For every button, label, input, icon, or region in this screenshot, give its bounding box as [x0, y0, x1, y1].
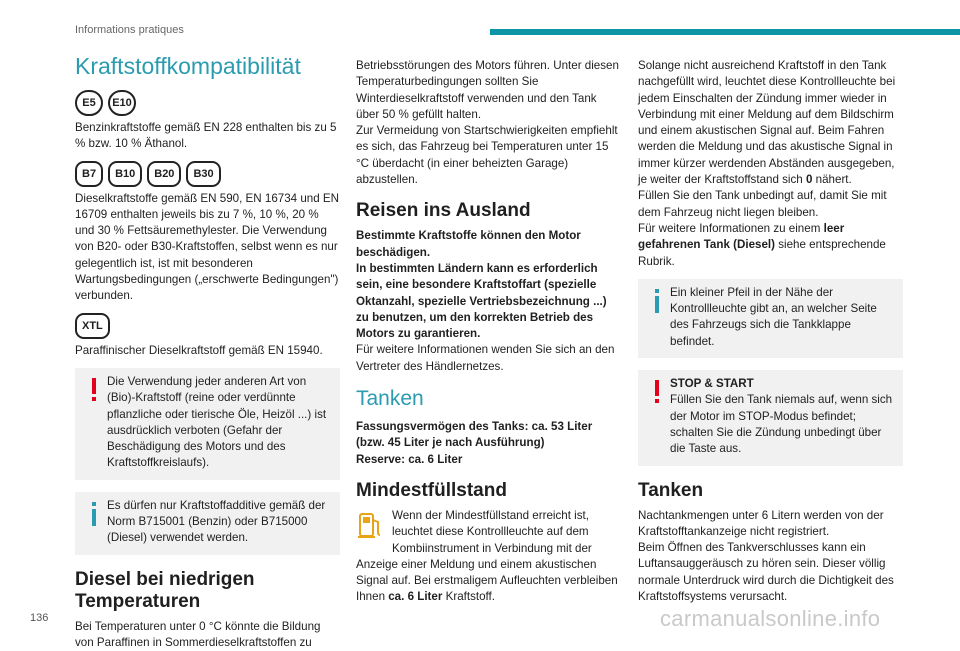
tanken-title: Tanken	[356, 387, 424, 411]
xtl-text: Paraffinischer Dieselkraftstoff gemäß EN 15940.	[75, 343, 323, 357]
fuel-badge-b7: B7	[75, 161, 103, 187]
info-note-arrow	[638, 279, 903, 358]
fuel-badge-b10: B10	[108, 161, 142, 187]
page-number: 136	[30, 612, 49, 624]
fuel-badge-e5: E5	[75, 90, 103, 116]
info-note	[75, 492, 340, 555]
tanken-subtitle: Tanken	[638, 479, 704, 501]
watermark: carmanualsonline.info	[660, 606, 881, 631]
abroad-title: Reisen ins Ausland	[356, 200, 531, 222]
tank-capacity: Fassungsvermögen des Tanks: ca. 53 Liter (bzw. 45 Liter je nach Ausführung) Reserve: ca. 6 Liter	[356, 420, 593, 466]
section-header: Informations pratiques	[75, 24, 184, 36]
stop-start-warning	[638, 370, 903, 465]
page-title: Kraftstoffkompatibilität	[75, 53, 301, 79]
warning-note-text: Die Verwendung jeder anderen Art von (Bio)-Kraftstoff (reine oder verdünnte pflanzliche oder tierische Öle, Heizöl ...) ist ausdrücklich verboten (Gefahr der Beschädigung des Motors und des Kraftstoffkreislaufs).	[107, 374, 327, 470]
xtl-badges	[75, 313, 340, 339]
lamp-text-2: Füllen Sie den Tank unbedingt auf, damit Sie mit dem Fahrzeug nicht liegen bleiben.	[638, 189, 887, 219]
info-icon	[650, 287, 664, 315]
abroad-bold-text: Bestimmte Kraftstoffe können den Motor beschädigen. In bestimmten Ländern kann es erforderlich sein, eine besondere Kraftstoffart (spezielle Oktanzahl, spezielle Vertriebsbezeichnung ...) zu benutzen, um den korrekten Betrieb des Motors zu garantieren.	[356, 229, 607, 341]
diesel-cold-text: Bei Temperaturen unter 0 °C könnte die Bildung von Paraffinen in Sommerdieselkraftstoffen zu	[75, 619, 321, 649]
fuel-badge-b30: B30	[186, 161, 220, 187]
info-note-arrow-text: Ein kleiner Pfeil in der Nähe der Kontrollleuchte gibt an, an welcher Seite des Fahrzeugs sich die Tankklappe befindet.	[670, 285, 877, 348]
tanken-text: Nachtankmengen unter 6 Litern werden von der Kraftstofftankanzeige nicht registriert. Beim Öffnen des Tankverschlusses kann ein Luftansauggeräusch zu hören sein. Dieser völlig normale Unterdruck wird durch die Dichtigkeit des Kraftstoffsystems verursacht.	[638, 508, 894, 604]
cold-cont-text-1: Betriebsstörungen des Motors führen. Unter diesen Temperaturbedingungen sollten Sie Winterdieselkraftstoff verwenden und den Tank über 50 % gefüllt halten.	[356, 59, 619, 121]
column-right	[638, 58, 903, 605]
petrol-badges	[75, 90, 340, 116]
column-left	[75, 52, 340, 651]
lamp-text-3: Für weitere Informationen zu einem leer gefahrenen Tank (Diesel) siehe entsprechende Rubrik.	[638, 221, 886, 268]
stop-start-text: Füllen Sie den Tank niemals auf, wenn sich der Motor im STOP-Modus befindet; schalten Sie die Zündung unbedingt über die Taste aus.	[670, 393, 893, 456]
fuel-warning-lamp-icon	[356, 510, 384, 540]
petrol-text: Benzinkraftstoffe gemäß EN 228 enthalten bis zu 5 % bzw. 10 % Äthanol.	[75, 121, 337, 151]
fuel-badge-xtl: XTL	[75, 313, 110, 339]
exclamation-icon	[87, 376, 101, 404]
fuel-badge-e10: E10	[108, 90, 136, 116]
min-level-text: Wenn der Mindestfüllstand erreicht ist, leuchtet diese Kontrollleuchte auf dem Kombiinstrument in Verbindung mit der Anzeige einer Meldung und einem akustischen Signal auf. Bei erstmaligem Aufleuchten verbleiben Ihnen ca. 6 Liter Kraftstoff.	[356, 508, 618, 604]
header-accent-bar	[490, 29, 960, 35]
diesel-badges	[75, 161, 340, 187]
diesel-cold-title: Diesel bei niedrigen Temperaturen	[75, 568, 255, 612]
lamp-text-1: Solange nicht ausreichend Kraftstoff in den Tank nachgefüllt wird, leuchtet diese Kontrollleuchte bei jedem Einschalten der Zündung immer wieder in Verbindung mit einer Meldung auf dem Bildschirm und einem akustischen Signal auf. Beim Fahren werden die Meldung und das akustische Signal in immer kürzer werdenden Abständen ausgegeben, je weiter der Kraftstoffstand sich 0 nähert.	[638, 59, 896, 187]
info-icon	[87, 500, 101, 528]
exclamation-icon	[650, 378, 664, 406]
diesel-text: Dieselkraftstoffe gemäß EN 590, EN 16734 und EN 16709 enthalten jeweils bis zu 7 %, 10 %, 20 % und 30 % Fettsäuremethylester. Die Verwendung von B20- oder B30-Kraftstoffen, selbst wenn es nur gelegentlich ist, ist mit besonderen Wartungsbedingungen („erschwerte Bedingungen") verbunden.	[75, 191, 340, 303]
min-level-title: Mindestfüllstand	[356, 479, 507, 501]
abroad-text: Für weitere Informationen wenden Sie sich an den Vertreter des Händlernetzes.	[356, 343, 615, 373]
warning-note	[75, 368, 340, 480]
info-note-text: Es dürfen nur Kraftstoffadditive gemäß der Norm B715001 (Benzin) oder B715000 (Diesel) verwendet werden.	[107, 498, 326, 545]
cold-cont-text-2: Zur Vermeidung von Startschwierigkeiten empfiehlt es sich, das Fahrzeug bei Temperaturen unter 15 °C überdacht (in einer beheizten Garage) abzustellen.	[356, 124, 618, 187]
fuel-badge-b20: B20	[147, 161, 181, 187]
column-middle	[356, 58, 621, 606]
stop-start-title: STOP & START	[670, 377, 754, 391]
